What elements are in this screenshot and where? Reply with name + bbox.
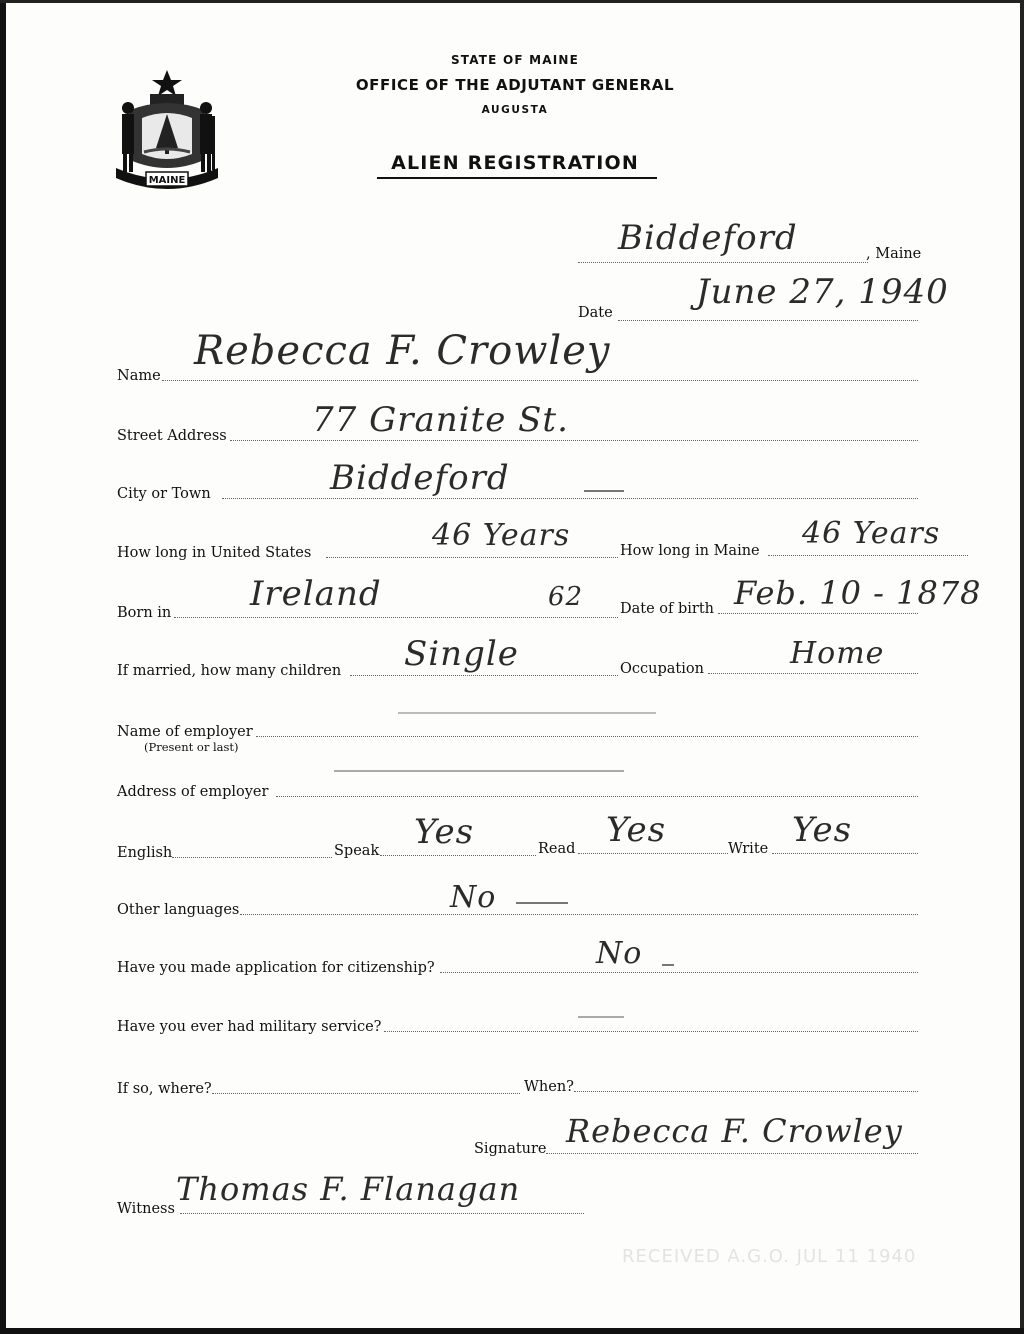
where-line: [212, 1093, 520, 1094]
read-line: [578, 853, 728, 854]
occupation-line: [708, 673, 918, 674]
occupation-value: Home: [790, 636, 885, 671]
born-in-line: [174, 617, 618, 618]
received-stamp: RECEIVED A.G.O. JUL 11 1940: [622, 1246, 917, 1267]
name-value: Rebecca F. Crowley: [194, 328, 611, 374]
town-line: [578, 262, 868, 263]
date-value: June 27, 1940: [696, 272, 949, 312]
street-line: [230, 440, 918, 441]
employer-address-line: [276, 796, 918, 797]
citizenship-label: Have you made application for citizenship?: [117, 960, 435, 976]
scan-border-right: [1020, 0, 1024, 1334]
speak-line: [380, 855, 536, 856]
write-label: Write: [728, 841, 769, 857]
header-office: OFFICE OF THE ADJUTANT GENERAL: [355, 76, 675, 94]
signature-line: [546, 1153, 918, 1154]
form-title: ALIEN REGISTRATION: [391, 152, 639, 174]
write-value: Yes: [792, 810, 853, 850]
other-languages-line: [240, 914, 918, 915]
date-of-birth-value: Feb. 10 - 1878: [734, 574, 982, 612]
married-value: Single: [404, 634, 519, 674]
military-line: [384, 1031, 918, 1032]
employer-dash: [334, 770, 624, 772]
other-languages-dash: [516, 902, 568, 904]
when-line: [574, 1091, 918, 1092]
city-label: City or Town: [117, 486, 211, 502]
header-state: STATE OF MAINE: [450, 53, 580, 67]
married-line: [350, 675, 618, 676]
name-label: Name: [117, 368, 161, 384]
speak-value: Yes: [414, 812, 475, 852]
seal-text: MAINE: [148, 175, 186, 186]
street-label: Street Address: [117, 428, 227, 444]
city-line: [222, 498, 918, 499]
how-long-maine-label: How long in Maine: [620, 543, 760, 559]
maine-label: , Maine: [866, 246, 922, 262]
title-underline: [377, 177, 657, 179]
date-of-birth-line: [718, 613, 918, 614]
where-label: If so, where?: [117, 1081, 212, 1097]
born-in-value: Ireland: [250, 574, 382, 614]
date-label: Date: [578, 305, 613, 321]
signature-value: Rebecca F. Crowley: [566, 1112, 903, 1150]
citizenship-dash: [662, 964, 674, 966]
scan-border-bottom: [0, 1328, 1024, 1334]
town-value: Biddeford: [618, 218, 798, 258]
city-value: Biddeford: [330, 458, 510, 498]
how-long-us-value: 46 Years: [432, 518, 571, 553]
employer-stray-line: [398, 712, 656, 714]
military-label: Have you ever had military service?: [117, 1019, 382, 1035]
how-long-us-label: How long in United States: [117, 545, 312, 561]
age-value: 62: [548, 582, 584, 612]
header-city: AUGUSTA: [481, 104, 549, 116]
other-languages-label: Other languages: [117, 902, 240, 918]
how-long-maine-value: 46 Years: [802, 516, 941, 551]
city-dash: [584, 490, 624, 492]
employer-address-label: Address of employer: [117, 784, 269, 800]
other-languages-value: No: [450, 880, 497, 915]
name-line: [162, 380, 918, 381]
date-of-birth-label: Date of birth: [620, 601, 715, 617]
occupation-label: Occupation: [620, 661, 704, 677]
employer-label: Name of employer: [117, 724, 253, 740]
signature-label: Signature: [474, 1141, 547, 1157]
write-line: [772, 853, 918, 854]
read-value: Yes: [606, 810, 667, 850]
maine-seal-icon: [112, 68, 222, 190]
english-label: English: [117, 845, 173, 861]
street-value: 77 Granite St.: [312, 400, 569, 440]
witness-label: Witness: [117, 1201, 175, 1217]
military-dash: [578, 1016, 624, 1018]
witness-value: Thomas F. Flanagan: [176, 1170, 521, 1208]
read-label: Read: [538, 841, 576, 857]
scan-border-top: [0, 0, 1024, 3]
english-line: [172, 857, 332, 858]
employer-note: (Present or last): [144, 740, 239, 754]
employer-line: [256, 736, 918, 737]
married-label: If married, how many children: [117, 663, 342, 679]
witness-line: [180, 1213, 584, 1214]
when-label: When?: [524, 1079, 574, 1095]
scan-border-left: [0, 0, 6, 1334]
how-long-us-line: [326, 557, 618, 558]
born-in-label: Born in: [117, 605, 172, 621]
date-line: [618, 320, 918, 321]
speak-label: Speak: [334, 843, 380, 859]
how-long-maine-line: [768, 555, 968, 556]
citizenship-value: No: [596, 936, 643, 971]
citizenship-line: [440, 972, 918, 973]
